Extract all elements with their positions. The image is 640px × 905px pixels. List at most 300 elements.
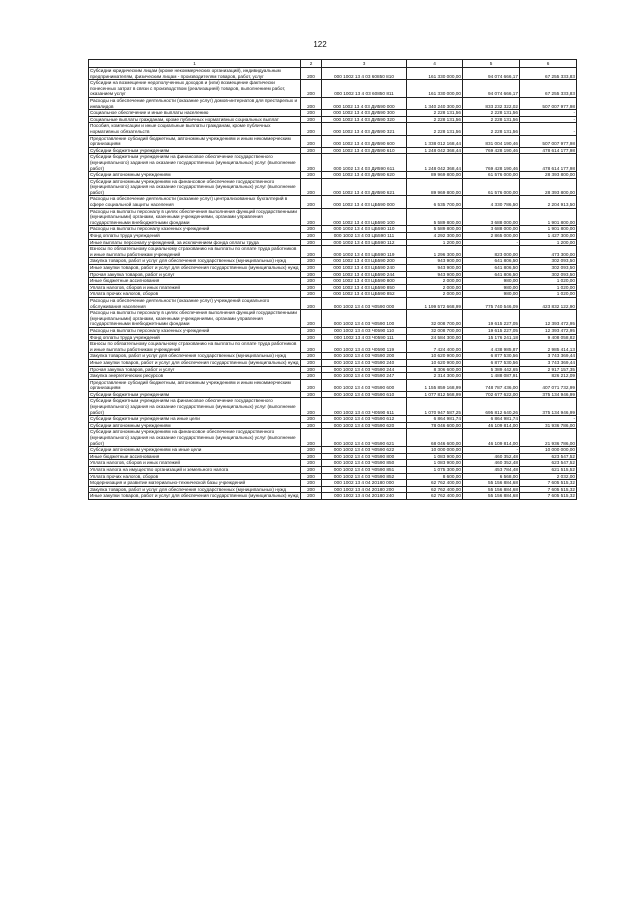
row-name: Социальное обеспечение и иные выплаты населению — [89, 110, 301, 117]
row-name: Взносы по обязательному социальному страхованию на выплаты по оплате труда работников и иные выплаты работникам учреждений — [89, 246, 301, 258]
row-approved-amount: 89 969 800,00 — [407, 172, 463, 179]
row-executed-amount: 769 428 190,46 — [463, 154, 520, 172]
row-executed-amount: 55 156 884,68 — [463, 493, 520, 500]
row-unexecuted-amount: 302 093,50 — [520, 271, 577, 278]
row-unexecuted-amount: 507 007 977,98 — [520, 97, 577, 109]
row-kbk-code: 000 1002 13 4 03 ЦБ590 119 — [322, 246, 407, 258]
row-kbk-code: 000 1002 13 4 03 Ч0590 244 — [322, 366, 407, 373]
row-unexecuted-amount: 2 985 414,13 — [520, 341, 577, 353]
row-code: 200 — [301, 258, 322, 265]
row-kbk-code: 000 1002 13 4 03 ЦБ590 112 — [322, 239, 407, 246]
row-unexecuted-amount: 1 427 300,00 — [520, 233, 577, 240]
row-unexecuted-amount: 302 093,50 — [520, 265, 577, 272]
row-approved-amount: 7 424 400,00 — [407, 341, 463, 353]
row-kbk-code: 000 1002 13 4 03 Ч0590 119 — [322, 341, 407, 353]
row-approved-amount: 1 296 300,00 — [407, 246, 463, 258]
table-row — [89, 265, 577, 272]
row-code: 200 — [301, 147, 322, 154]
row-executed-amount: 46 109 814,00 — [463, 422, 520, 429]
row-kbk-code: 000 1002 13 4 03 ЦБ590 850 — [322, 284, 407, 291]
table-row — [89, 473, 577, 480]
row-approved-amount: 62 762 400,00 — [407, 486, 463, 493]
row-kbk-code: 000 1002 13 4 03 ЦБ590 240 — [322, 265, 407, 272]
row-unexecuted-amount: 67 255 333,83 — [520, 68, 577, 80]
row-code: 200 — [301, 271, 322, 278]
row-kbk-code: 000 1002 13 4 03 Ч0590 611 — [322, 398, 407, 416]
row-unexecuted-amount: 1 200,00 — [520, 239, 577, 246]
row-executed-amount: 2 228 131,56 — [463, 116, 520, 123]
row-approved-amount: 943 900,00 — [407, 258, 463, 265]
row-kbk-code: 000 1002 13 4 03 ЦБ590 000 — [322, 196, 407, 208]
row-executed-amount: 2 865 000,00 — [463, 233, 520, 240]
table-row — [89, 379, 577, 391]
row-unexecuted-amount: 1 901 800,00 — [520, 208, 577, 226]
row-executed-amount: 4 438 985,87 — [463, 341, 520, 353]
row-name: Расходы на выплаты персоналу казенных учреждений — [89, 327, 301, 334]
table-row — [89, 353, 577, 360]
row-kbk-code: 000 1002 13 4 03 ДИ590 620 — [322, 172, 407, 179]
row-code: 200 — [301, 110, 322, 117]
table-row — [89, 239, 577, 246]
row-executed-amount: 5 389 442,65 — [463, 366, 520, 373]
row-executed-amount: 55 156 884,68 — [463, 480, 520, 487]
row-kbk-code: 000 1002 13 4 04 20180 240 — [322, 493, 407, 500]
row-name: Иные выплаты персоналу учреждений, за исключением фонда оплаты труда — [89, 239, 301, 246]
row-executed-amount: - — [463, 447, 520, 454]
row-name: Субсидии автономным учреждениям — [89, 422, 301, 429]
row-approved-amount: 2 228 131,56 — [407, 116, 463, 123]
row-kbk-code: 000 1002 13 4 03 60850 810 — [322, 68, 407, 80]
row-code: 200 — [301, 208, 322, 226]
row-code: 200 — [301, 366, 322, 373]
row-executed-amount: 6 864 981,74 — [463, 416, 520, 423]
row-approved-amount: 1 200,00 — [407, 239, 463, 246]
row-kbk-code: 000 1002 13 4 04 20180 000 — [322, 480, 407, 487]
row-executed-amount: 15 176 241,18 — [463, 334, 520, 341]
row-code: 200 — [301, 359, 322, 366]
row-approved-amount: 1 338 012 168,44 — [407, 135, 463, 147]
row-name: Субсидии на возмещение недополученных доходов и (или) возмещение фактически понесенных затрат в связи с производством (реализацией) товаров, выполнением работ, оказанием услуг — [89, 80, 301, 98]
row-kbk-code: 000 1002 13 4 03 60850 811 — [322, 80, 407, 98]
table-row — [89, 246, 577, 258]
row-name: Субсидии бюджетным учреждениям на финансовое обеспечение государственного (муниципального) задания на оказание государственных (муниципальных) услуг (выполнение работ) — [89, 398, 301, 416]
row-executed-amount: - — [463, 239, 520, 246]
row-kbk-code: 000 1002 13 4 03 Ч0590 620 — [322, 422, 407, 429]
row-approved-amount: 5 589 800,00 — [407, 226, 463, 233]
row-name: Предоставление субсидий бюджетным, автономным учреждениям и иным некоммерческим организациям — [89, 379, 301, 391]
table-row — [89, 97, 577, 109]
row-name: Прочая закупка товаров, работ и услуг — [89, 366, 301, 373]
row-unexecuted-amount: 31 936 786,00 — [520, 422, 577, 429]
row-kbk-code: 000 1002 13 4 03 Ч0590 240 — [322, 359, 407, 366]
row-kbk-code: 000 1002 13 4 03 ЦБ590 110 — [322, 226, 407, 233]
row-unexecuted-amount: 623 547,52 — [520, 453, 577, 460]
table-row — [89, 147, 577, 154]
row-kbk-code: 000 1002 13 4 03 Ч0590 851 — [322, 467, 407, 474]
table-row — [89, 226, 577, 233]
row-executed-amount: 453 784,48 — [463, 467, 520, 474]
row-kbk-code: 000 1002 13 4 03 Ч0590 600 — [322, 379, 407, 391]
row-name: Социальные выплаты гражданам, кроме публичных нормативных социальных выплат — [89, 116, 301, 123]
row-unexecuted-amount: 28 393 800,00 — [520, 178, 577, 196]
row-code: 200 — [301, 327, 322, 334]
table-row — [89, 68, 577, 80]
row-code: 200 — [301, 172, 322, 179]
row-executed-amount: 94 074 666,17 — [463, 68, 520, 80]
table-row — [89, 447, 577, 454]
row-name: Прочая закупка товаров, работ и услуг — [89, 271, 301, 278]
row-name: Закупка товаров, работ и услуг для обеспечения государственных (муниципальных) нужд — [89, 486, 301, 493]
row-kbk-code: 000 1002 13 4 03 ЦБ590 244 — [322, 271, 407, 278]
row-unexecuted-amount: 1 020,00 — [520, 291, 577, 298]
row-code: 200 — [301, 246, 322, 258]
table-row — [89, 135, 577, 147]
table-row — [89, 172, 577, 179]
table-row — [89, 284, 577, 291]
row-executed-amount: 4 330 786,50 — [463, 196, 520, 208]
row-executed-amount: 695 812 640,26 — [463, 398, 520, 416]
row-approved-amount: 6 864 981,74 — [407, 416, 463, 423]
row-name: Расходы на обеспечение деятельности (оказание услуг) учреждений социального обслуживания населения — [89, 297, 301, 309]
row-unexecuted-amount: 375 134 946,99 — [520, 398, 577, 416]
table-header-row — [89, 60, 577, 68]
row-approved-amount: 62 762 400,00 — [407, 493, 463, 500]
table-row — [89, 398, 577, 416]
row-kbk-code: 000 1002 13 4 03 ДИ590 320 — [322, 116, 407, 123]
row-name: Иные бюджетные ассигнования — [89, 453, 301, 460]
row-unexecuted-amount: 9 408 058,82 — [520, 334, 577, 341]
header-cell: 6 — [520, 60, 577, 68]
row-unexecuted-amount: 2 204 913,50 — [520, 196, 577, 208]
budget-table — [88, 59, 577, 500]
row-unexecuted-amount: 21 936 786,00 — [520, 429, 577, 447]
row-unexecuted-amount: 2 917 157,35 — [520, 366, 577, 373]
row-executed-amount: 6 877 530,56 — [463, 359, 520, 366]
table-row — [89, 422, 577, 429]
row-kbk-code: 000 1002 13 4 03 ЦБ590 200 — [322, 258, 407, 265]
row-executed-amount: 55 156 884,68 — [463, 486, 520, 493]
row-executed-amount: 2 228 131,56 — [463, 110, 520, 117]
row-unexecuted-amount: 7 605 515,32 — [520, 493, 577, 500]
row-unexecuted-amount: 423 832 122,90 — [520, 297, 577, 309]
table-row — [89, 373, 577, 380]
row-name: Субсидии автономным учреждениям на иные цели — [89, 447, 301, 454]
table-row — [89, 123, 577, 135]
row-executed-amount: 61 576 000,00 — [463, 172, 520, 179]
row-executed-amount: 748 787 436,00 — [463, 379, 520, 391]
row-approved-amount: 5 589 800,00 — [407, 208, 463, 226]
row-executed-amount: 833 232 322,02 — [463, 97, 520, 109]
row-approved-amount: 32 008 700,00 — [407, 310, 463, 328]
row-code: 200 — [301, 154, 322, 172]
row-unexecuted-amount: 621 515,52 — [520, 467, 577, 474]
row-approved-amount: 1 083 900,00 — [407, 460, 463, 467]
row-name: Уплата налога на имущество организаций и земельного налога — [89, 467, 301, 474]
row-executed-amount: 1 488 087,91 — [463, 373, 520, 380]
row-unexecuted-amount: 478 614 177,98 — [520, 154, 577, 172]
row-kbk-code: 000 1002 13 4 03 Ч0590 610 — [322, 391, 407, 398]
row-kbk-code: 000 1002 13 4 03 ДИ590 300 — [322, 110, 407, 117]
row-name: Субсидии бюджетным учреждениям — [89, 147, 301, 154]
header-cell: 2 — [301, 60, 322, 68]
row-code: 200 — [301, 239, 322, 246]
row-approved-amount: 10 000 000,00 — [407, 447, 463, 454]
row-approved-amount: 161 330 000,00 — [407, 80, 463, 98]
row-name: Закупка товаров, работ и услуг для обеспечения государственных (муниципальных) нужд — [89, 353, 301, 360]
row-code: 200 — [301, 398, 322, 416]
table-row — [89, 208, 577, 226]
row-kbk-code: 000 1002 13 4 03 ЦБ590 800 — [322, 278, 407, 285]
table-row — [89, 359, 577, 366]
row-approved-amount: 8 600,00 — [407, 473, 463, 480]
row-approved-amount: 68 046 600,00 — [407, 429, 463, 447]
row-executed-amount: 641 806,50 — [463, 265, 520, 272]
row-kbk-code: 000 1002 13 4 03 ЦБ590 852 — [322, 291, 407, 298]
row-code: 200 — [301, 135, 322, 147]
table-row — [89, 297, 577, 309]
row-approved-amount: 1 248 042 368,44 — [407, 147, 463, 154]
row-unexecuted-amount: 473 300,00 — [520, 246, 577, 258]
row-executed-amount: 2 228 131,56 — [463, 123, 520, 135]
row-approved-amount: 6 535 700,00 — [407, 196, 463, 208]
row-code: 200 — [301, 265, 322, 272]
row-name: Расходы на выплаты персоналу в целях обеспечения выполнения функций государственными (муниципальными) органами, казенными учреждениями, органами управления государственными внебюджетными фондами — [89, 208, 301, 226]
row-code: 200 — [301, 422, 322, 429]
table-row — [89, 341, 577, 353]
row-approved-amount: 78 046 600,00 — [407, 422, 463, 429]
row-code: 200 — [301, 80, 322, 98]
row-name: Иные закупки товаров, работ и услуг для обеспечения государственных (муниципальных) нужд — [90, 493, 299, 499]
row-executed-amount: 61 576 000,00 — [463, 178, 520, 196]
row-executed-amount: 980,00 — [463, 278, 520, 285]
table-row — [89, 429, 577, 447]
row-approved-amount: 2 000,00 — [407, 278, 463, 285]
row-name: Иные закупки товаров, работ и услуг для обеспечения государственных (муниципальных) нужд — [90, 265, 299, 270]
row-code: 200 — [301, 68, 322, 80]
row-kbk-code: 000 1002 13 4 03 Ч0590 852 — [322, 473, 407, 480]
table-row — [89, 278, 577, 285]
row-executed-amount: 3 688 000,00 — [463, 226, 520, 233]
row-code: 200 — [301, 480, 322, 487]
row-name: Модернизация и развитие материально-технической базы учреждений — [89, 480, 301, 487]
row-unexecuted-amount: 10 000 000,00 — [520, 447, 577, 454]
row-unexecuted-amount: 67 255 333,83 — [520, 80, 577, 98]
row-approved-amount: 62 762 400,00 — [407, 480, 463, 487]
row-code: 200 — [301, 341, 322, 353]
row-kbk-code: 000 1002 13 4 03 ДИ590 000 — [322, 97, 407, 109]
row-unexecuted-amount: 507 007 977,98 — [520, 135, 577, 147]
row-code: 200 — [301, 493, 322, 500]
row-approved-amount: 4 292 300,00 — [407, 233, 463, 240]
row-name: Фонд оплаты труда учреждений — [89, 334, 301, 341]
row-name: Иные закупки товаров, работ и услуг для обеспечения государственных (муниципальных) нужд — [90, 359, 299, 365]
table-row — [89, 391, 577, 398]
row-approved-amount: 1 199 572 668,99 — [407, 297, 463, 309]
row-kbk-code: 000 1002 13 4 03 ЦБ590 100 — [322, 208, 407, 226]
row-approved-amount: 10 620 900,00 — [407, 359, 463, 366]
row-name: Взносы по обязательному социальному страхованию на выплаты по оплате труда работников и иные выплаты работникам учреждений — [89, 341, 301, 353]
row-unexecuted-amount: 1 901 800,00 — [520, 226, 577, 233]
row-executed-amount: 980,00 — [463, 291, 520, 298]
row-executed-amount: 823 000,00 — [463, 246, 520, 258]
row-code: 200 — [301, 226, 322, 233]
row-name: Фонд оплаты труда учреждений — [89, 233, 301, 240]
row-unexecuted-amount: 12 393 472,95 — [520, 310, 577, 328]
row-approved-amount: 2 228 131,56 — [407, 110, 463, 117]
row-approved-amount: 2 228 131,56 — [407, 123, 463, 135]
table-row — [89, 480, 577, 487]
row-name: Субсидии автономным учреждениям на финансовое обеспечение государственного (муниципального) задания на оказание государственных (муниципальных) услуг (выполнение работ) — [89, 178, 301, 196]
row-approved-amount: 2 314 300,00 — [407, 373, 463, 380]
header-cell: 1 — [89, 60, 301, 68]
row-approved-amount: 1 075 300,00 — [407, 467, 463, 474]
row-code: 200 — [301, 379, 322, 391]
row-name: Субсидии юридическим лицам (кроме некоммерческих организаций), индивидуальным предпринимателям, физическим лицам - производителям товаров, работ, услуг — [89, 68, 301, 80]
row-unexecuted-amount: 28 393 800,00 — [520, 172, 577, 179]
row-code: 200 — [301, 97, 322, 109]
table-row — [89, 460, 577, 467]
row-unexecuted-amount: - — [520, 123, 577, 135]
row-unexecuted-amount: 7 605 515,32 — [520, 486, 577, 493]
row-code: 200 — [301, 473, 322, 480]
row-approved-amount: 2 000,00 — [407, 291, 463, 298]
row-approved-amount: 10 620 900,00 — [407, 353, 463, 360]
row-executed-amount: 94 074 666,17 — [463, 80, 520, 98]
row-unexecuted-amount: - — [520, 116, 577, 123]
row-approved-amount: 1 248 042 368,44 — [407, 154, 463, 172]
row-name: Субсидии бюджетным учреждениям на иные цели — [89, 416, 301, 423]
table-row — [89, 467, 577, 474]
row-unexecuted-amount: 3 743 369,44 — [520, 353, 577, 360]
row-kbk-code: 000 1002 13 4 03 ДИ590 610 — [322, 147, 407, 154]
table-row — [89, 416, 577, 423]
row-approved-amount: 1 155 859 168,99 — [407, 379, 463, 391]
row-code: 200 — [301, 486, 322, 493]
row-executed-amount: 6 877 530,56 — [463, 353, 520, 360]
row-unexecuted-amount: 3 743 369,44 — [520, 359, 577, 366]
table-row — [89, 366, 577, 373]
row-code: 200 — [301, 373, 322, 380]
row-name: Уплата налогов, сборов и иных платежей — [89, 460, 301, 467]
row-unexecuted-amount: - — [520, 416, 577, 423]
table-row — [89, 291, 577, 298]
row-unexecuted-amount: 1 020,00 — [520, 284, 577, 291]
row-approved-amount: 32 008 700,00 — [407, 327, 463, 334]
row-unexecuted-amount: 407 071 732,99 — [520, 379, 577, 391]
row-kbk-code: 000 1002 13 4 03 ДИ590 321 — [322, 123, 407, 135]
row-code: 200 — [301, 391, 322, 398]
row-executed-amount: 3 688 000,00 — [463, 208, 520, 226]
table-row — [89, 154, 577, 172]
header-cell: 5 — [463, 60, 520, 68]
row-name: Уплата прочих налогов, сборов — [89, 473, 301, 480]
table-row — [89, 196, 577, 208]
row-executed-amount: 831 004 190,46 — [463, 135, 520, 147]
row-name: Расходы на выплаты персоналу в целях обеспечения выполнения функций государственными (муниципальными) органами, казенными учреждениями, органами управления государственными внебюджетными фондами — [89, 310, 301, 328]
row-code: 200 — [301, 284, 322, 291]
row-code: 200 — [301, 233, 322, 240]
row-executed-amount: 19 615 227,05 — [463, 327, 520, 334]
row-approved-amount: 943 900,00 — [407, 271, 463, 278]
row-code: 200 — [301, 447, 322, 454]
table-row — [89, 310, 577, 328]
row-kbk-code: 000 1002 13 4 03 Ч0590 621 — [322, 429, 407, 447]
row-code: 200 — [301, 196, 322, 208]
row-approved-amount: 943 900,00 — [407, 265, 463, 272]
row-code: 200 — [301, 334, 322, 341]
row-kbk-code: 000 1002 13 4 03 ДИ590 611 — [322, 154, 407, 172]
row-code: 200 — [301, 416, 322, 423]
row-name: Уплата прочих налогов, сборов — [89, 291, 301, 298]
row-code: 200 — [301, 353, 322, 360]
row-name: Субсидии автономным учреждениям — [89, 172, 301, 179]
table-row — [89, 334, 577, 341]
row-code: 200 — [301, 429, 322, 447]
row-name: Расходы на обеспечение деятельности (оказание услуг) домов-интернатов для престарелых и инвалидов — [89, 97, 301, 109]
row-kbk-code: 000 1002 13 4 03 Ч0590 100 — [322, 310, 407, 328]
row-kbk-code: 000 1002 13 4 03 ДИ590 600 — [322, 135, 407, 147]
row-executed-amount: 702 677 622,00 — [463, 391, 520, 398]
row-kbk-code: 000 1002 13 4 03 ЦБ590 111 — [322, 233, 407, 240]
row-code: 200 — [301, 278, 322, 285]
row-approved-amount: 1 340 240 300,00 — [407, 97, 463, 109]
row-code: 200 — [301, 291, 322, 298]
row-unexecuted-amount: 478 614 177,98 — [520, 147, 577, 154]
row-code: 200 — [301, 460, 322, 467]
row-executed-amount: 769 428 190,46 — [463, 147, 520, 154]
table-row — [89, 110, 577, 117]
row-name: Закупка товаров, работ и услуг для обеспечения государственных (муниципальных) нужд — [89, 258, 301, 265]
row-name: Расходы на обеспечение деятельности (оказание услуг) централизованных бухгалтерий в сфере социальной защиты населения — [89, 196, 301, 208]
row-kbk-code: 000 1002 13 4 03 Ч0590 850 — [322, 460, 407, 467]
row-name: Расходы на выплаты персоналу казенных учреждений — [89, 226, 301, 233]
row-executed-amount: 460 352,48 — [463, 460, 520, 467]
table-row — [89, 486, 577, 493]
table-row — [89, 178, 577, 196]
row-executed-amount: 460 352,48 — [463, 453, 520, 460]
row-code: 200 — [301, 310, 322, 328]
row-code: 200 — [301, 467, 322, 474]
row-kbk-code: 000 1002 13 4 03 Ч0590 111 — [322, 334, 407, 341]
row-unexecuted-amount: 7 605 515,32 — [520, 480, 577, 487]
row-executed-amount: 775 740 546,09 — [463, 297, 520, 309]
row-executed-amount: 980,00 — [463, 284, 520, 291]
row-kbk-code: 000 1002 13 4 03 Ч0590 612 — [322, 416, 407, 423]
row-approved-amount: 1 083 900,00 — [407, 453, 463, 460]
row-kbk-code: 000 1002 13 4 03 Ч0590 247 — [322, 373, 407, 380]
row-unexecuted-amount: 2 032,00 — [520, 473, 577, 480]
row-kbk-code: 000 1002 13 4 04 20180 200 — [322, 486, 407, 493]
row-approved-amount: 89 969 800,00 — [407, 178, 463, 196]
row-code: 200 — [301, 123, 322, 135]
row-name: Иные бюджетные ассигнования — [89, 278, 301, 285]
row-approved-amount: 1 070 947 587,25 — [407, 398, 463, 416]
row-name: Уплата налогов, сборов и иных платежей — [89, 284, 301, 291]
row-code: 200 — [301, 116, 322, 123]
row-executed-amount: 6 568,00 — [463, 473, 520, 480]
row-name: Субсидии автономным учреждениям на финансовое обеспечение государственного (муниципального) задания на оказание государственных (муниципальных) услуг (выполнение работ) — [89, 429, 301, 447]
row-unexecuted-amount: 375 134 946,99 — [520, 391, 577, 398]
row-name: Пособия, компенсации и иные социальные выплаты гражданам, кроме публичных нормативных обязательств — [89, 123, 301, 135]
table-row — [89, 258, 577, 265]
table-row — [89, 493, 577, 500]
row-executed-amount: 641 806,50 — [463, 271, 520, 278]
row-name: Субсидии бюджетным учреждениям — [89, 391, 301, 398]
row-kbk-code: 000 1002 13 4 03 Ч0590 000 — [322, 297, 407, 309]
header-cell: 3 — [322, 60, 407, 68]
page-number: 122 — [313, 40, 327, 49]
header-cell: 4 — [407, 60, 463, 68]
